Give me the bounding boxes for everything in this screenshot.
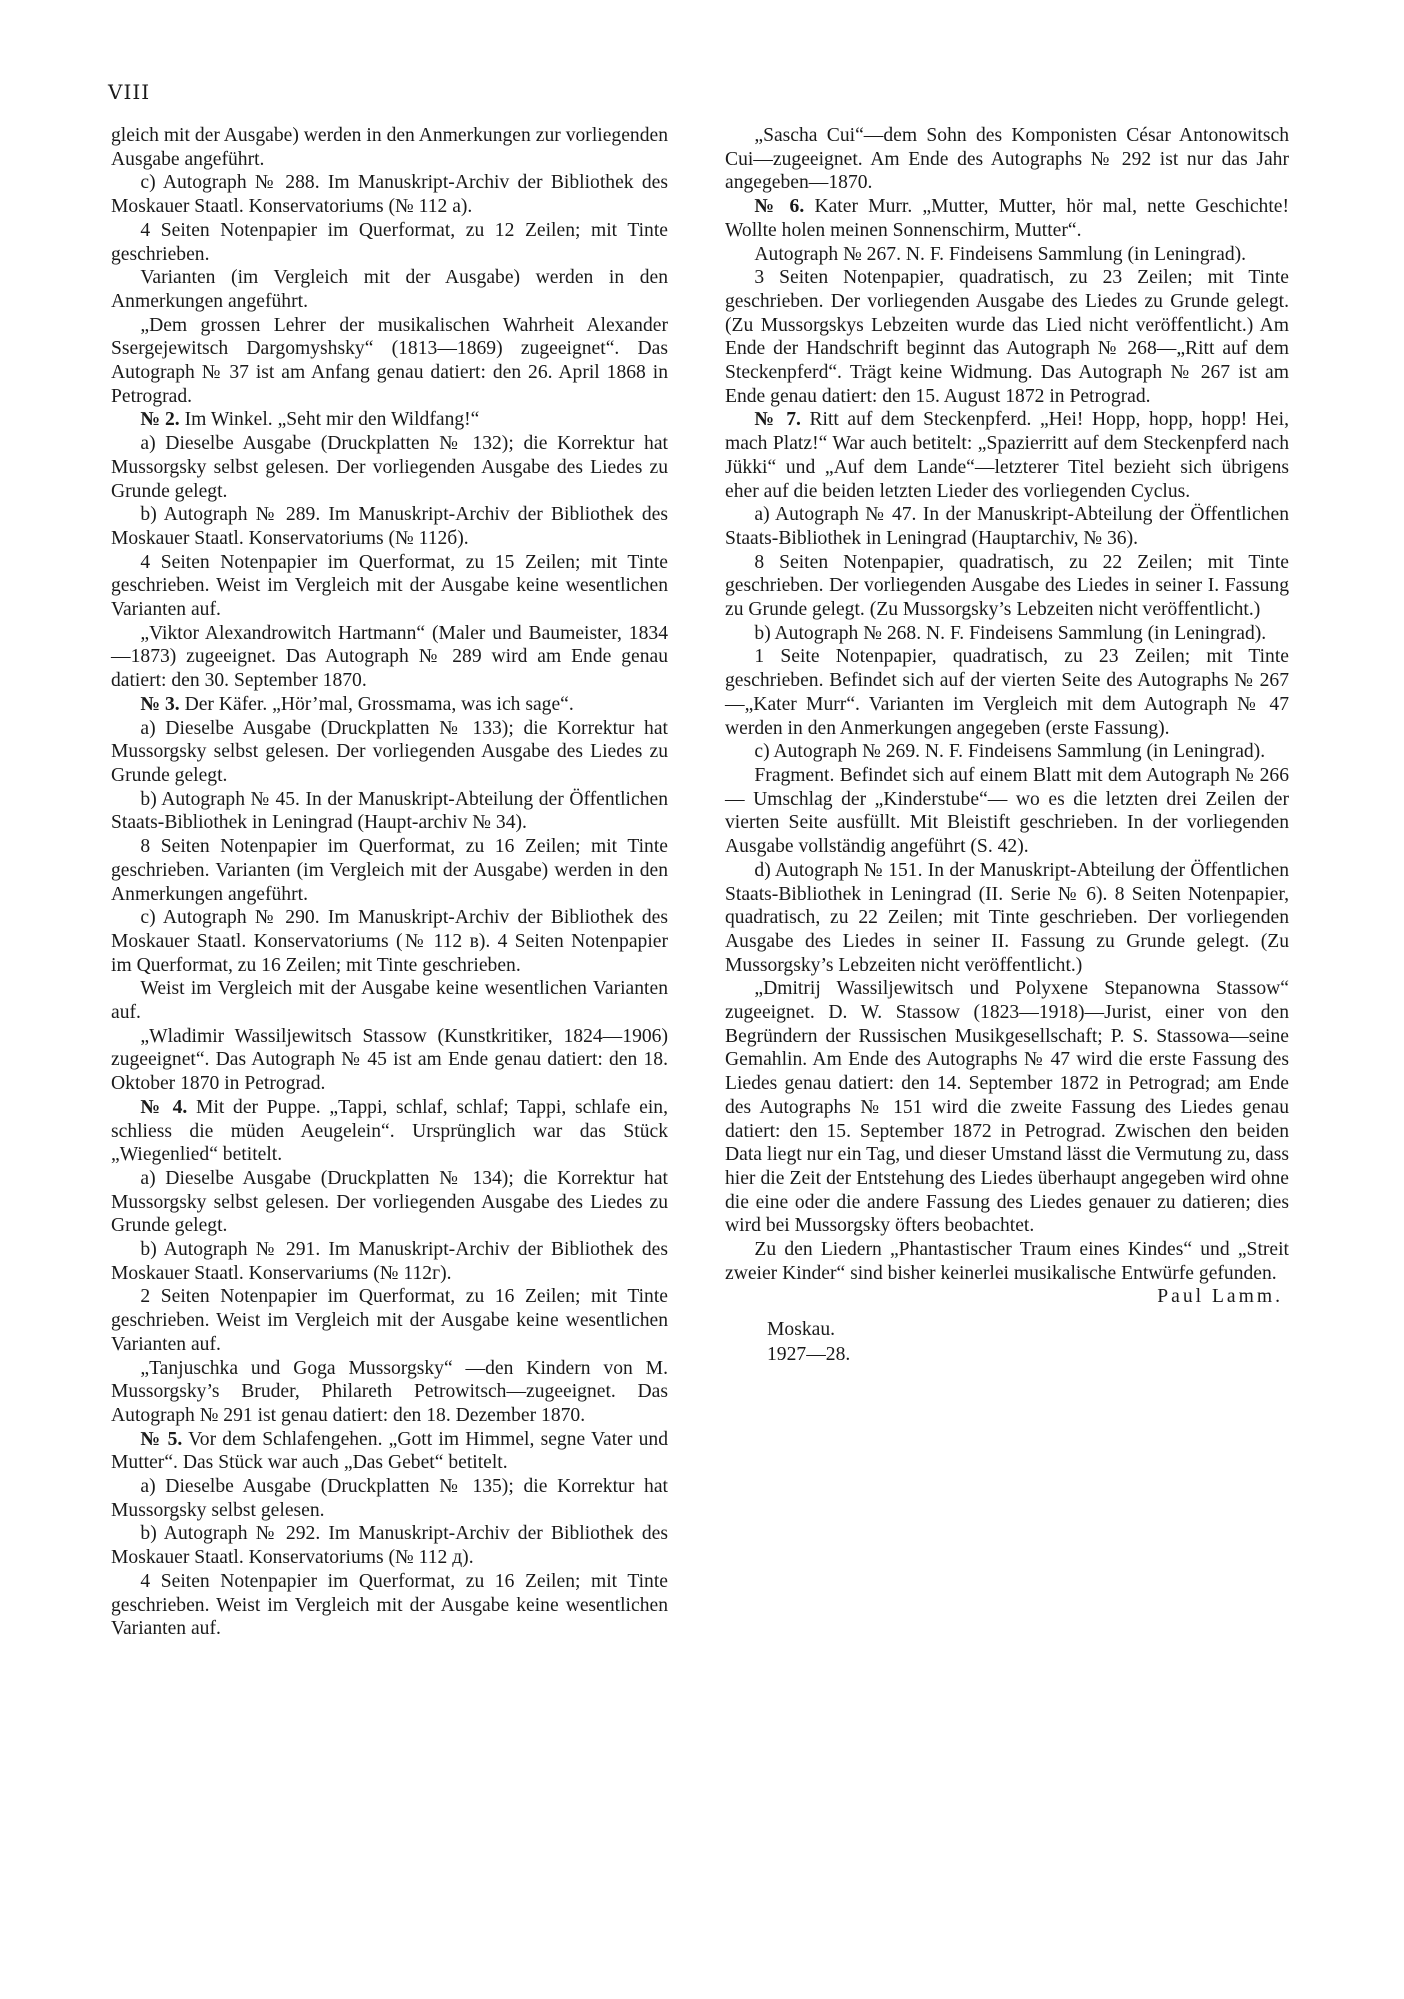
song-number: № 2. bbox=[140, 409, 180, 431]
song-number: № 7. bbox=[754, 409, 801, 431]
left-column bbox=[111, 124, 668, 1641]
paragraph bbox=[725, 977, 1289, 1238]
paragraph-text: Weist im Vergleich mit der Ausgabe keine wesentlichen Varianten auf. bbox=[111, 978, 668, 1024]
paragraph-text: Ritt auf dem Steckenpferd. „Hei! Hopp, hopp, hopp! Hei, mach Platz!“ War auch betitelt: „Spazierritt auf dem Steckenpferd nach Jükki“ und „Auf dem Lande“—letzterer Titel bezieht sich übrigens eher auf die beiden letzten Lieder des vorliegenden Cyclus. bbox=[725, 409, 1289, 502]
paragraph bbox=[111, 717, 668, 788]
paragraph-text: Autograph № 267. N. F. Findeisens Sammlung (in Leningrad). bbox=[754, 243, 1247, 265]
paragraph-text: 1 Seite Notenpapier, quadratisch, zu 23 Zeilen; mit Tinte geschrieben. Befindet sich auf der vierten Seite des Autographs № 267—„Kater Murr“. Varianten im Vergleich mit dem Autograph № 47 werden in den Anmerkungen angegeben (erste Fassung). bbox=[725, 646, 1289, 739]
paragraph-text: Kater Murr. „Mutter, Mutter, hör mal, nette Geschichte! Wollte holen meinen Sonnenschirm, Mutter“. bbox=[725, 196, 1289, 241]
paragraph bbox=[111, 503, 668, 550]
paragraph-text: Fragment. Befindet sich auf einem Blatt mit dem Autograph № 266 — Umschlag der „Kinderstube“— wo es die letzten drei Zeilen der vierten Seite ausfüllt. Mit Bleistift geschrieben. In der vorliegenden Ausgabe vollständig angeführt (S. 42). bbox=[725, 764, 1289, 858]
paragraph bbox=[725, 740, 1289, 764]
paragraph bbox=[111, 314, 668, 409]
page-number: VIII bbox=[108, 80, 151, 104]
paragraph bbox=[111, 1285, 668, 1356]
paragraph bbox=[111, 266, 668, 313]
paragraph bbox=[111, 408, 668, 432]
paragraph bbox=[111, 1570, 668, 1641]
paragraph bbox=[725, 1238, 1289, 1285]
paragraph-text: 8 Seiten Notenpapier, quadratisch, zu 22 Zeilen; mit Tinte geschrieben. Der vorliegenden Ausgabe des Liedes in seiner I. Fassung zu Grunde gelegt. (Zu Mussorgsky’s Lebzeiten nicht veröffentlicht.) bbox=[725, 551, 1289, 621]
paragraph bbox=[111, 1238, 668, 1285]
paragraph-text: Varianten (im Vergleich mit der Ausgabe) werden in den Anmerkungen angeführt. bbox=[111, 267, 668, 312]
paragraph bbox=[725, 195, 1289, 242]
paragraph-text: a) Autograph № 47. In der Manuskript-Abteilung der Öffentlichen Staats-Bibliothek in Leningrad (Hauptarchiv, № 36). bbox=[725, 504, 1289, 549]
paragraph bbox=[725, 859, 1289, 978]
paragraph bbox=[725, 408, 1289, 503]
paragraph-text: c) Autograph № 288. Im Manuskript-Archiv der Bibliothek des Moskauer Staatl. Konservatoriums (№ 112 a). bbox=[111, 172, 668, 218]
paragraph bbox=[111, 977, 668, 1024]
paragraph-text: b) Autograph № 45. In der Manuskript-Abteilung der Öffentlichen Staats-Bibliothek in Leningrad (Haupt-archiv № 34). bbox=[111, 788, 668, 834]
paragraph bbox=[111, 124, 668, 171]
paragraph bbox=[111, 788, 668, 835]
song-number: № 3. bbox=[140, 693, 180, 715]
paragraph-text: 4 Seiten Notenpapier im Querformat, zu 16 Zeilen; mit Tinte geschrieben. Weist im Vergleich mit der Ausgabe keine wesentlichen Varianten auf. bbox=[111, 1570, 668, 1640]
paragraph bbox=[111, 1522, 668, 1569]
paragraph-text: c) Autograph № 269. N. F. Findeisens Sammlung (in Leningrad). bbox=[754, 741, 1266, 763]
paragraph bbox=[725, 764, 1289, 859]
paragraph-text: a) Dieselbe Ausgabe (Druckplatten № 134); die Korrektur hat Mussorgsky selbst gelesen. Der vorliegenden Ausgabe des Liedes zu Grunde gelegt. bbox=[111, 1167, 668, 1237]
paragraph bbox=[111, 835, 668, 906]
paragraph-text: gleich mit der Ausgabe) werden in den Anmerkungen zur vorliegenden Ausgabe angeführt. bbox=[111, 125, 668, 170]
paragraph-text: a) Dieselbe Ausgabe (Druckplatten № 133); die Korrektur hat Mussorgsky selbst gelesen. Der vorliegenden Ausgabe des Liedes zu Grunde gelegt. bbox=[111, 717, 668, 786]
paragraph-text: „Wladimir Wassiljewitsch Stassow (Kunstkritiker, 1824—1906) zugeeignet“. Das Autograph № 45 ist am Ende genau datiert: den 18. Oktober 1870 in Petrograd. bbox=[111, 1025, 668, 1095]
paragraph bbox=[111, 1357, 668, 1428]
paragraph-text: Zu den Liedern „Phantastischer Traum eines Kindes“ und „Streit zweier Kinder“ sind bisher keinerlei musikalische Entwürfe gefunden. bbox=[725, 1239, 1289, 1284]
paragraph bbox=[111, 219, 668, 266]
paragraph bbox=[725, 503, 1289, 550]
paragraph bbox=[111, 432, 668, 503]
paragraph-text: Im Winkel. „Seht mir den Wildfang!“ bbox=[179, 409, 480, 431]
right-column bbox=[725, 124, 1289, 1367]
paragraph-text: Vor dem Schlafengehen. „Gott im Himmel, segne Vater und Mutter“. Das Stück war auch „Das Gebet“ betitelt. bbox=[111, 1428, 668, 1474]
paragraph-text: b) Autograph № 289. Im Manuskript-Archiv der Bibliothek des Moskauer Staatl. Konservatoriums (№ 112б). bbox=[111, 504, 668, 549]
paragraph-text: 2 Seiten Notenpapier im Querformat, zu 16 Zeilen; mit Tinte geschrieben. Weist im Vergleich mit der Ausgabe keine wesentlichen Varianten auf. bbox=[111, 1286, 668, 1355]
date-line: 1927—28. bbox=[767, 1344, 851, 1366]
author-signature: Paul Lamm. bbox=[1157, 1286, 1283, 1308]
paragraph bbox=[111, 1428, 668, 1475]
paragraph bbox=[111, 1025, 668, 1096]
song-number: № 6. bbox=[754, 196, 805, 218]
paragraph bbox=[111, 551, 668, 622]
paragraph bbox=[111, 622, 668, 693]
paragraph bbox=[111, 1096, 668, 1167]
paragraph-text: b) Autograph № 292. Im Manuskript-Archiv der Bibliothek des Moskauer Staatl. Konservatoriums (№ 112 д). bbox=[111, 1523, 668, 1569]
paragraph-text: 8 Seiten Notenpapier im Querformat, zu 16 Zeilen; mit Tinte geschrieben. Varianten (im Vergleich mit der Ausgabe) werden in den Anmerkungen angeführt. bbox=[111, 836, 668, 905]
paragraph-text: „Tanjuschka und Goga Mussorgsky“ —den Kindern von M. Mussorgsky’s Bruder, Philareth Petrowitsch—zugeeignet. Das Autograph № 291 ist genau datiert: den 18. Dezember 1870. bbox=[111, 1357, 668, 1426]
paragraph-text: Der Käfer. „Hör’mal, Grossmama, was ich sage“. bbox=[179, 693, 574, 715]
paragraph-text: 4 Seiten Notenpapier im Querformat, zu 15 Zeilen; mit Tinte geschrieben. Weist im Vergleich mit der Ausgabe keine wesentlichen Varianten auf. bbox=[111, 551, 668, 621]
paragraph bbox=[111, 171, 668, 218]
paragraph bbox=[725, 266, 1289, 408]
paragraph bbox=[725, 124, 1289, 195]
right-column-paragraphs bbox=[725, 124, 1289, 1285]
paragraph-text: „Dmitrij Wassiljewitsch und Polyxene Stepanowna Stassow“ zugeeignet. D. W. Stassow (1823—1918)—Jurist, einer von den Begründern der Russischen Musikgesellschaft; P. S. Stassowa—seine Gemahlin. Am Ende des Autographs № 47 wird die erste Fassung des Liedes genau datiert: den 14. September 1872 in Petrograd; am Ende des Autographs № 151 wird die zweite Fassung des Liedes genau datiert: den 15. September 1872 in Petrograd. Zwischen den beiden Data liegt nur ein Tag, und dieser Umstand lässt die Vermutung zu, dass hier die Zeit der Entstehung des Liedes überhaupt angegeben wird ohne die eine oder die andere Fassung des Liedes genauer zu datieren; dies wird bei Mussorgsky öfters beobachtet. bbox=[725, 978, 1289, 1237]
paragraph-text: d) Autograph № 151. In der Manuskript-Abteilung der Öffentlichen Staats-Bibliothek in Leningrad (II. Serie № 6). 8 Seiten Notenpapier, quadratisch, zu 22 Zeilen; mit Tinte geschrieben. Der vorliegenden Ausgabe des Liedes in seiner II. Fassung zu Grunde gelegt. (Zu Mussorgsky’s Lebzeiten nicht veröffentlicht.) bbox=[725, 859, 1289, 976]
paragraph-text: a) Dieselbe Ausgabe (Druckplatten № 132); die Korrektur hat Mussorgsky selbst gelesen. Der vorliegenden Ausgabe des Liedes zu Grunde gelegt. bbox=[111, 433, 668, 502]
paragraph bbox=[725, 622, 1289, 646]
paragraph bbox=[111, 1475, 668, 1522]
paragraph bbox=[725, 243, 1289, 267]
paragraph bbox=[725, 645, 1289, 740]
paragraph-text: 3 Seiten Notenpapier, quadratisch, zu 23 Zeilen; mit Tinte geschrieben. Der vorliegenden Ausgabe des Liedes zu Grunde gelegt. (Zu Mussorgskys Lebzeiten wurde das Lied nicht veröffentlicht.) Am Ende der Handschrift beginnt das Autograph № 268—„Ritt auf dem Steckenpferd“. Trägt keine Widmung. Das Autograph № 267 ist am Ende genau datiert: den 15. August 1872 in Petrograd. bbox=[725, 267, 1289, 407]
paragraph bbox=[111, 906, 668, 977]
paragraph-text: a) Dieselbe Ausgabe (Druckplatten № 135); die Korrektur hat Mussorgsky selbst gelesen. bbox=[111, 1476, 668, 1521]
paragraph-text: 4 Seiten Notenpapier im Querformat, zu 12 Zeilen; mit Tinte geschrieben. bbox=[111, 219, 668, 265]
paragraph bbox=[111, 1167, 668, 1238]
paragraph-text: b) Autograph № 268. N. F. Findeisens Sammlung (in Leningrad). bbox=[754, 622, 1267, 644]
paragraph-text: „Viktor Alexandrowitch Hartmann“ (Maler und Baumeister, 1834—1873) zugeeignet. Das Autograph № 289 wird am Ende genau datiert: den 30. September 1870. bbox=[111, 622, 668, 692]
paragraph-text: „Sascha Cui“—dem Sohn des Komponisten César Antonowitsch Cui—zugeeignet. Am Ende des Autographs № 292 ist nur das Jahr angegeben—1870. bbox=[725, 125, 1289, 194]
paragraph-text: b) Autograph № 291. Im Manuskript-Archiv der Bibliothek des Moskauer Staatl. Konservariums (№ 112г). bbox=[111, 1239, 668, 1284]
song-number: № 5. bbox=[140, 1428, 183, 1450]
paragraph-text: Mit der Puppe. „Tappi, schlaf, schlaf; Tappi, schlafe ein, schliess die müden Aeugelein“. Ursprünglich war das Stück „Wiegenlied“ betitelt. bbox=[111, 1096, 668, 1166]
place-line: Moskau. bbox=[767, 1319, 836, 1341]
paragraph-text: c) Autograph № 290. Im Manuskript-Archiv der Bibliothek des Moskauer Staatl. Konservatoriums (№ 112 в). 4 Seiten Notenpapier im Querformat, zu 16 Zeilen; mit Tinte geschrieben. bbox=[111, 907, 668, 976]
song-number: № 4. bbox=[140, 1096, 188, 1118]
paragraph bbox=[725, 551, 1289, 622]
paragraph-text: „Dem grossen Lehrer der musikalischen Wahrheit Alexander Ssergejewitsch Dargomyshsky“ (1813—1869) zugeeignet“. Das Autograph № 37 ist am Anfang genau datiert: den 26. April 1868 in Petrograd. bbox=[111, 314, 668, 407]
paragraph bbox=[111, 693, 668, 717]
